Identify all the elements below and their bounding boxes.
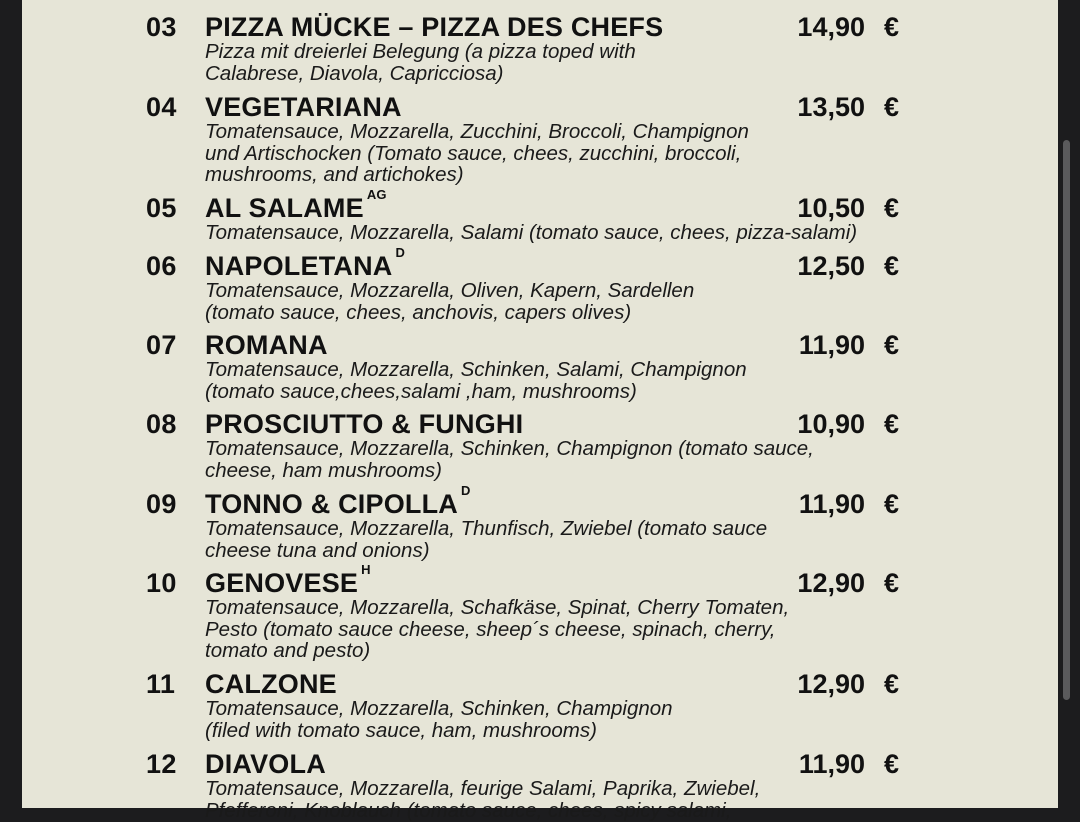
item-price: 14,90 [797,12,865,42]
item-number: 12 [146,749,177,779]
item-description: Tomatensauce, Mozzarella, Thunfisch, Zwiebel (tomato sauce cheese tuna and onions) [205,517,768,562]
item-description: Tomatensauce, Mozzarella, Oliven, Kapern, Sardellen (tomato sauce, chees, anchovis, capers olives) [205,279,695,324]
item-name: PROSCIUTTO & FUNGHI [205,409,524,439]
item-price: 10,90 [797,409,865,439]
item-price: 11,90 [798,489,865,519]
item-description: Tomatensauce, Mozzarella, Schafkäse, Spinat, Cherry Tomaten, Pesto (tomato sauce cheese, sheep´s cheese, spinach, cherry, tomato and pesto) [205,596,790,662]
item-name: NAPOLETANA $^D$ [205,245,406,281]
item-description: Tomatensauce, Mozzarella, Schinken, Champignon (tomato sauce, cheese, ham mushrooms) [205,437,814,482]
scrollbar-thumb[interactable] [1063,140,1070,700]
item-number: 10 [146,568,177,598]
item-number: 11 [146,669,176,699]
currency-symbol: € [884,568,900,598]
item-number: 04 [146,92,177,122]
item-description: Tomatensauce, Mozzarella, Schinken, Champignon (filed with tomato sauce, ham, mushrooms) [205,697,673,742]
currency-symbol: € [884,489,900,519]
currency-symbol: € [884,330,900,360]
item-description: Tomatensauce, Mozzarella, Zucchini, Broccoli, Champignon und Artischocken (Tomato sauce, chees, zucchini, broccoli, mushrooms, and artichokes) [205,120,749,186]
item-number: 03 [146,12,177,42]
item-price: 11,90 [798,749,865,779]
currency-symbol: € [884,409,900,439]
item-price: 12,90 [797,669,865,699]
item-name: CALZONE [205,669,337,699]
currency-symbol: € [884,251,900,281]
item-name: GENOVESE $^H$ [205,562,371,598]
item-description: Pizza mit dreierlei Belegung (a pizza toped with Calabrese, Diavola, Capricciosa) [205,40,636,85]
currency-symbol: € [884,12,900,42]
currency-symbol: € [884,669,900,699]
item-description: Tomatensauce, Mozzarella, feurige Salami, Paprika, Zwiebel, Pfefferoni, Knoblauch (tomato sauce, chees, spicy salami, [205,777,761,822]
currency-symbol: € [884,92,900,122]
item-name: TONNO & CIPOLLA $^D$ [205,483,471,519]
item-name: AL SALAME $^{AG}$ [205,187,387,223]
item-price: 10,50 [797,193,865,223]
item-description: Tomatensauce, Mozzarella, Schinken, Salami, Champignon (tomato sauce,chees,salami ,ham, mushrooms) [205,358,747,403]
item-name: DIAVOLA [205,749,326,779]
item-number: 09 [146,489,177,519]
item-name: PIZZA MÜCKE – PIZZA DES CHEFS [205,12,664,42]
item-number: 05 [146,193,177,223]
menu-page [22,0,1058,822]
item-price: 12,90 [797,568,865,598]
item-name: VEGETARIANA [205,92,402,122]
item-name: ROMANA [205,330,328,360]
currency-symbol: € [884,749,900,779]
item-price: 11,90 [798,330,865,360]
item-number: 07 [146,330,177,360]
item-description: Tomatensauce, Mozzarella, Salami (tomato sauce, chees, pizza-salami) [205,221,858,244]
item-number: 08 [146,409,177,439]
item-price: 12,50 [797,251,865,281]
item-price: 13,50 [797,92,865,122]
item-number: 06 [146,251,177,281]
currency-symbol: € [884,193,900,223]
